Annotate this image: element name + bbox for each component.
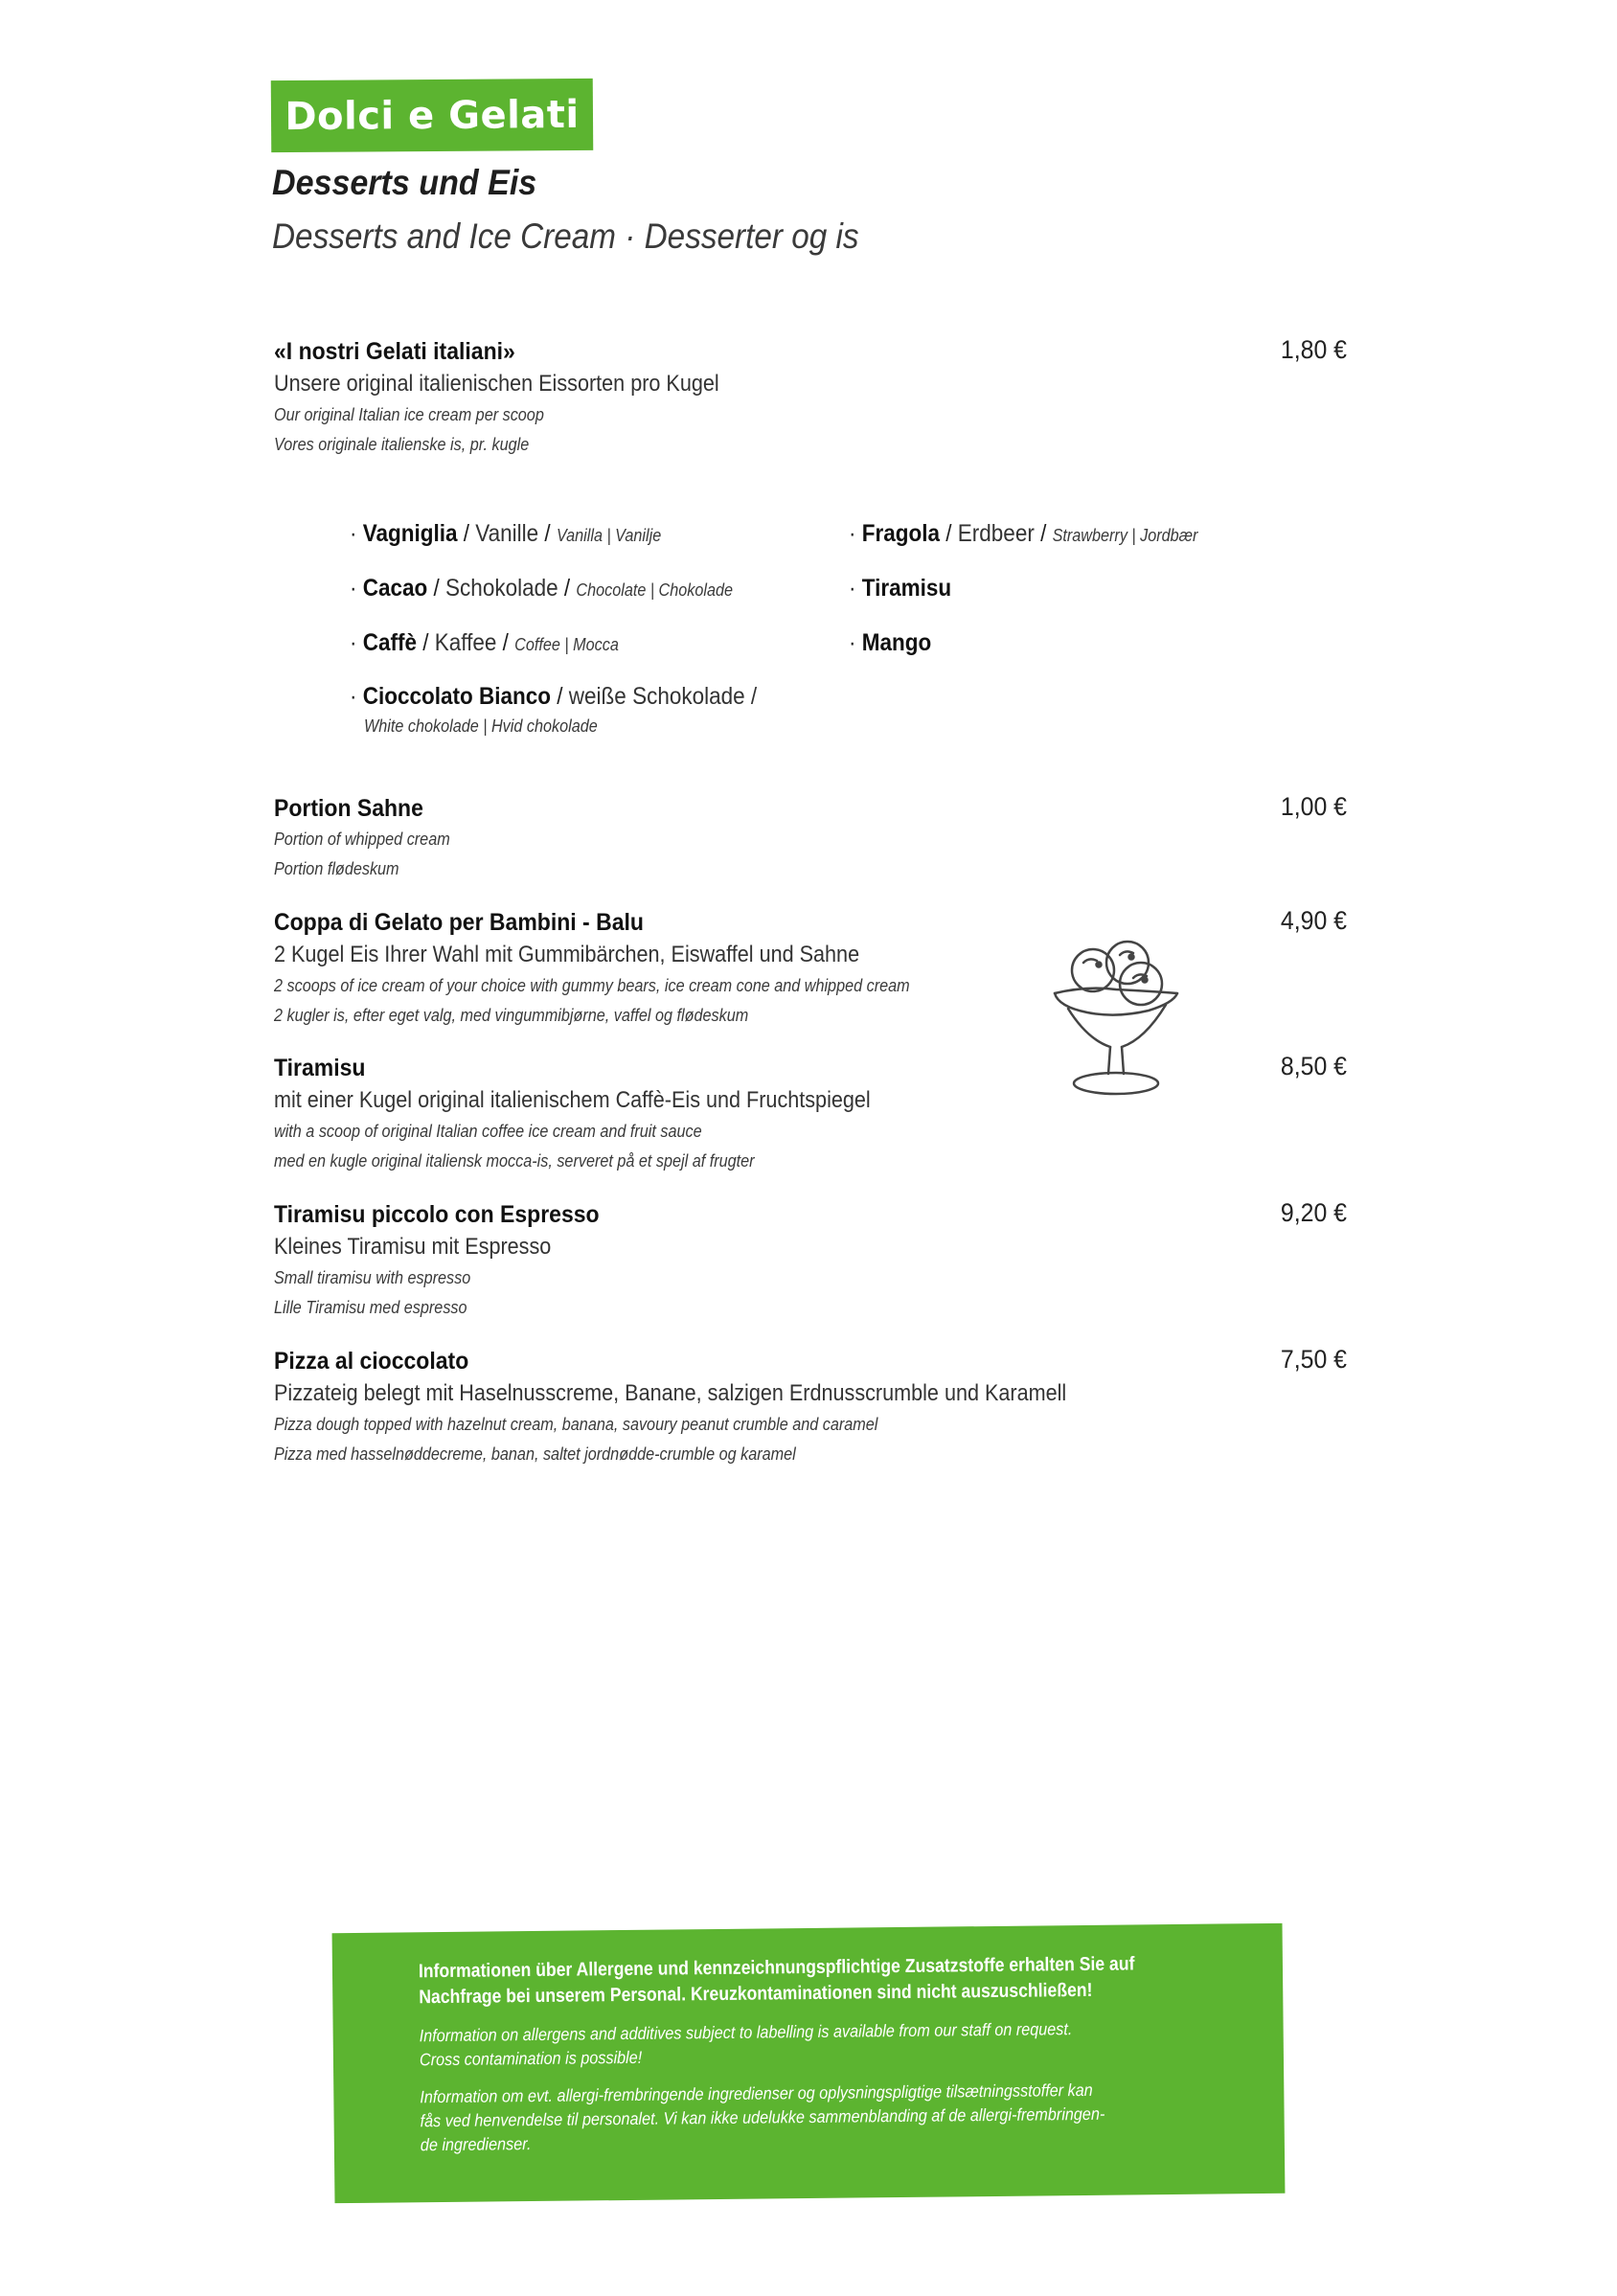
item-translation-en: with a scoop of original Italian coffee ice cream and fruit sauce	[274, 1122, 702, 1141]
flavor-name: Caffè	[362, 629, 418, 656]
section-title: Dolci e Gelati	[285, 92, 580, 139]
flavor-name: Cacao	[362, 575, 428, 602]
item-description: 2 Kugel Eis Ihrer Wahl mit Gummibärchen, Eiswaffel und Sahne	[274, 942, 860, 967]
flavor-german: Schokolade	[445, 575, 558, 602]
item-translation-dk: Vores originale italienske is, pr. kugle	[274, 435, 530, 454]
menu-item-coppa-bambini	[274, 906, 1347, 1031]
item-price: 8,50 €	[1280, 1052, 1347, 1080]
flavor-caffe: · Caffè / Kaffee / Coffee | Mocca	[350, 629, 619, 656]
flavor-tiramisu: · Tiramisu	[849, 575, 952, 602]
item-price: 1,80 €	[1280, 335, 1347, 364]
item-price: 1,00 €	[1280, 792, 1347, 821]
subtitle-english-danish: Desserts and Ice Cream · Desserter og is	[272, 216, 859, 256]
flavor-fragola: · Fragola / Erdbeer / Strawberry | Jordbær	[849, 520, 1198, 547]
flavor-name: Fragola	[861, 520, 941, 547]
menu-item-portion-sahne	[274, 792, 1347, 884]
menu-item-pizza-cioccolato	[274, 1345, 1347, 1469]
flavor-translation: Coffee | Mocca	[514, 635, 619, 654]
flavor-translation: Chocolate | Chokolade	[576, 580, 734, 600]
flavor-german: Vanille	[475, 520, 539, 547]
item-translation-en: Portion of whipped cream	[274, 830, 450, 849]
flavor-cacao: · Cacao / Schokolade / Chocolate | Chokolade	[350, 575, 734, 602]
item-description: Kleines Tiramisu mit Espresso	[274, 1234, 552, 1260]
item-price: 9,20 €	[1280, 1198, 1347, 1227]
item-name: Pizza al cioccolato	[274, 1348, 469, 1375]
allergen-info-english-line-1: Information on allergens and additives subject to labelling is available from our staff on request.	[419, 2019, 1073, 2046]
flavor-name: Tiramisu	[861, 575, 952, 602]
item-description: mit einer Kugel original italienischem Caffè-Eis und Fruchtspiegel	[274, 1087, 871, 1113]
allergen-info-danish-line-1: Information om evt. allergi-frembringende ingredienser og oplysningspligtige tilsætningsstoffer kan	[420, 2080, 1093, 2107]
item-translation-dk: Portion flødeskum	[274, 859, 399, 878]
item-name: «I nostri Gelati italiani»	[274, 338, 515, 365]
item-translation-dk: 2 kugler is, efter eget valg, med vingummibjørne, vaffel og flødeskum	[274, 1006, 749, 1025]
item-translation-en: Small tiramisu with espresso	[274, 1268, 471, 1287]
item-name: Portion Sahne	[274, 795, 423, 822]
item-price: 7,50 €	[1280, 1345, 1347, 1374]
flavor-cioccolato-bianco: · Cioccolato Bianco / weiße Schokolade /	[350, 683, 758, 710]
allergen-info-box	[332, 1923, 1286, 2203]
flavor-german: weiße Schokolade /	[568, 683, 758, 710]
item-price: 4,90 €	[1280, 906, 1347, 935]
flavor-translation: White chokolade | Hvid chokolade	[364, 716, 598, 736]
allergen-info-german-line-2: Nachfrage bei unserem Personal. Kreuzkontaminationen sind nicht auszuschließen!	[419, 1979, 1093, 2009]
menu-item-tiramisu-piccolo	[274, 1198, 1347, 1323]
menu-item-gelati	[274, 335, 1347, 460]
item-translation-dk: med en kugle original italiensk mocca-is, serveret på et spejl af frugter	[274, 1151, 755, 1171]
item-translation-en: Our original Italian ice cream per scoop	[274, 405, 544, 424]
allergen-info-danish-line-2: fås ved henvendelse til personalet. Vi kan ikke udelukke sammenblanding af de allergi-frembringen-	[420, 2103, 1105, 2131]
item-description: Pizzateig belegt mit Haselnusscreme, Banane, salzigen Erdnusscrumble und Karamell	[274, 1380, 1067, 1406]
flavor-german: Kaffee	[434, 629, 497, 656]
menu-item-tiramisu	[274, 1052, 1347, 1176]
allergen-info-english-line-2: Cross contamination is possible!	[419, 2047, 643, 2070]
allergen-info-danish-line-3: de ingredienser.	[420, 2134, 532, 2155]
allergen-info-german-line-1: Informationen über Allergene und kennzeichnungspflichtige Zusatzstoffe erhalten Sie auf	[418, 1953, 1135, 1983]
section-title-banner	[271, 79, 594, 152]
item-translation-en: Pizza dough topped with hazelnut cream, banana, savoury peanut crumble and caramel	[274, 1415, 878, 1434]
item-name: Tiramisu	[274, 1055, 366, 1081]
flavor-german: Erdbeer	[957, 520, 1035, 547]
flavor-name: Mango	[861, 629, 932, 656]
flavor-vagniglia: · Vagniglia / Vanille / Vanilla | Vanilje	[350, 520, 662, 547]
item-translation-en: 2 scoops of ice cream of your choice with gummy bears, ice cream cone and whipped cream	[274, 976, 910, 995]
flavor-translation: Vanilla | Vanilje	[556, 526, 662, 545]
flavor-translation: Strawberry | Jordbær	[1052, 526, 1198, 545]
item-translation-dk: Lille Tiramisu med espresso	[274, 1298, 467, 1317]
item-translation-dk: Pizza med hasselnøddecreme, banan, saltet jordnødde-crumble og karamel	[274, 1444, 796, 1464]
item-description: Unsere original italienischen Eissorten pro Kugel	[274, 371, 719, 397]
subtitle-german: Desserts und Eis	[272, 163, 537, 202]
flavor-name: Vagniglia	[362, 520, 458, 547]
flavor-name: Cioccolato Bianco	[362, 683, 552, 710]
item-name: Coppa di Gelato per Bambini - Balu	[274, 909, 644, 936]
flavor-mango: · Mango	[849, 629, 932, 656]
item-name: Tiramisu piccolo con Espresso	[274, 1201, 600, 1228]
